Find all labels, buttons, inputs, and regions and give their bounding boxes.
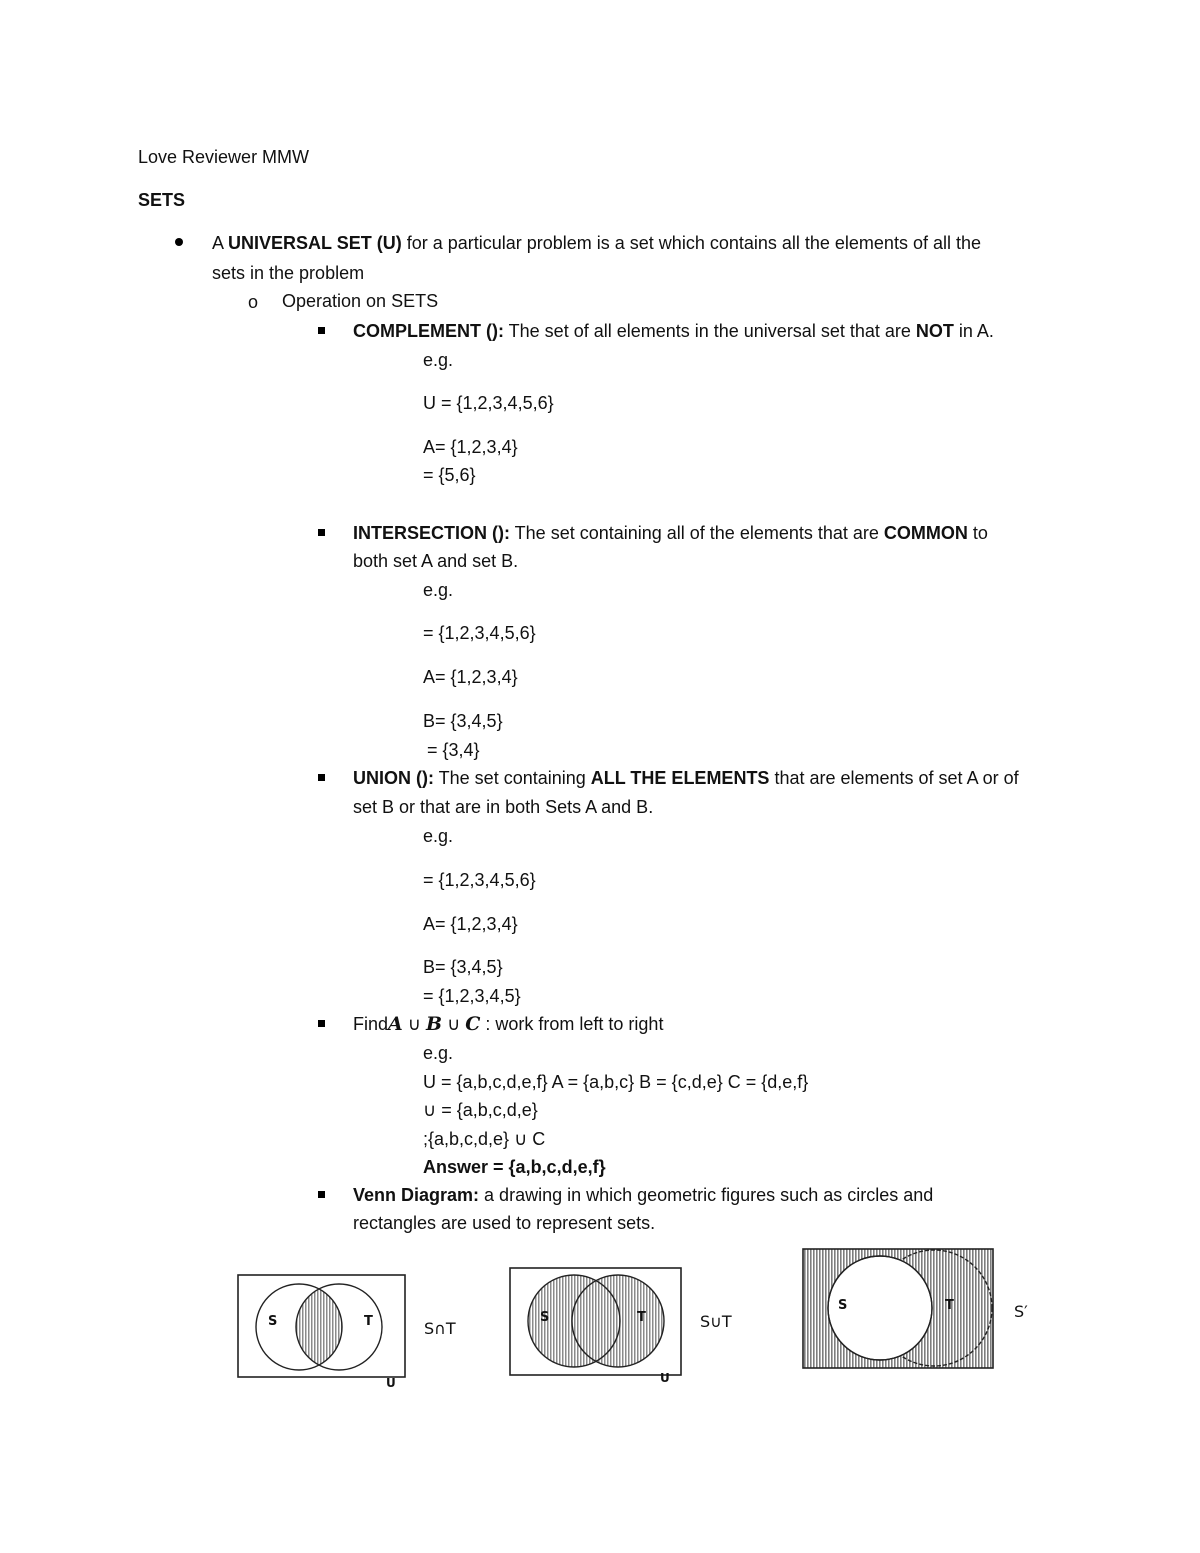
section-title: SETS	[138, 190, 186, 210]
universal-set-line2: sets in the problem	[212, 263, 365, 283]
operation-on-sets: Operation on SETS	[282, 291, 439, 311]
union-eg: e.g.	[423, 826, 454, 846]
operation-label: S∪T	[700, 1312, 732, 1331]
find-answer: Answer = {a,b,c,d,e,f}	[423, 1157, 606, 1177]
intersection-line2: both set A and set B.	[353, 551, 519, 571]
intersection-result: = {3,4}	[427, 740, 480, 760]
intersection-line-a: A= {1,2,3,4}	[423, 667, 518, 687]
operation-label: S∩T	[424, 1319, 456, 1338]
complement-definition: COMPLEMENT (): The set of all elements in the universal set that are NOT in A.	[353, 321, 994, 341]
complement-eg: e.g.	[423, 350, 454, 370]
complement-line2: A= {1,2,3,4}	[423, 437, 518, 457]
document-title: Love Reviewer MMW	[138, 147, 310, 167]
intersection-line-b: B= {3,4,5}	[423, 711, 503, 731]
universe-label: U	[660, 1371, 670, 1385]
union-line2: set B or that are in both Sets A and B.	[353, 797, 654, 817]
union-line-a: A= {1,2,3,4}	[423, 914, 518, 934]
sub-bullet-marker: o	[248, 292, 259, 312]
complement-line3: = {5,6}	[423, 465, 476, 485]
square-bullet	[318, 1020, 325, 1027]
venn-intersection-diagram	[236, 1272, 410, 1388]
set-s-label: S	[540, 1310, 550, 1325]
intersection-line-u: = {1,2,3,4,5,6}	[423, 623, 536, 643]
find-heading: FindA ∪ B ∪ C : work from left to right	[353, 1013, 664, 1035]
operation-label: S′	[1014, 1302, 1028, 1321]
union-line-b: B= {3,4,5}	[423, 957, 503, 977]
complement-line1: U = {1,2,3,4,5,6}	[423, 393, 554, 413]
find-line2: ∪ = {a,b,c,d,e}	[423, 1100, 538, 1120]
venn-line2: rectangles are used to represent sets.	[353, 1213, 656, 1233]
union-result: = {1,2,3,4,5}	[423, 986, 521, 1006]
square-bullet	[318, 1191, 325, 1198]
union-line-u: = {1,2,3,4,5,6}	[423, 870, 536, 890]
square-bullet	[318, 529, 325, 536]
intersection-definition: INTERSECTION (): The set containing all of the elements that are COMMON to	[353, 523, 988, 543]
set-t-label: T	[945, 1298, 954, 1313]
venn-complement-diagram	[801, 1247, 997, 1371]
find-line1: U = {a,b,c,d,e,f} A = {a,b,c} B = {c,d,e} C = {d,e,f}	[423, 1072, 809, 1092]
venn-union-diagram	[508, 1265, 686, 1383]
square-bullet	[318, 774, 325, 781]
universe-label: U	[386, 1376, 396, 1390]
universal-set-line1: A UNIVERSAL SET (U) for a particular problem is a set which contains all the elements of all the	[212, 233, 981, 253]
intersection-eg: e.g.	[423, 580, 454, 600]
union-definition: UNION (): The set containing ALL THE ELEMENTS that are elements of set A or of	[353, 768, 1019, 788]
venn-definition: Venn Diagram: a drawing in which geometric figures such as circles and	[353, 1185, 934, 1205]
set-s-label: S	[268, 1314, 278, 1329]
set-s-label: S	[838, 1298, 848, 1313]
set-t-label: T	[637, 1310, 646, 1325]
find-eg: e.g.	[423, 1043, 454, 1063]
set-t-label: T	[364, 1314, 373, 1329]
square-bullet	[318, 327, 325, 334]
bullet-dot	[175, 238, 183, 246]
find-line3: ;{a,b,c,d,e} ∪ C	[423, 1129, 546, 1149]
